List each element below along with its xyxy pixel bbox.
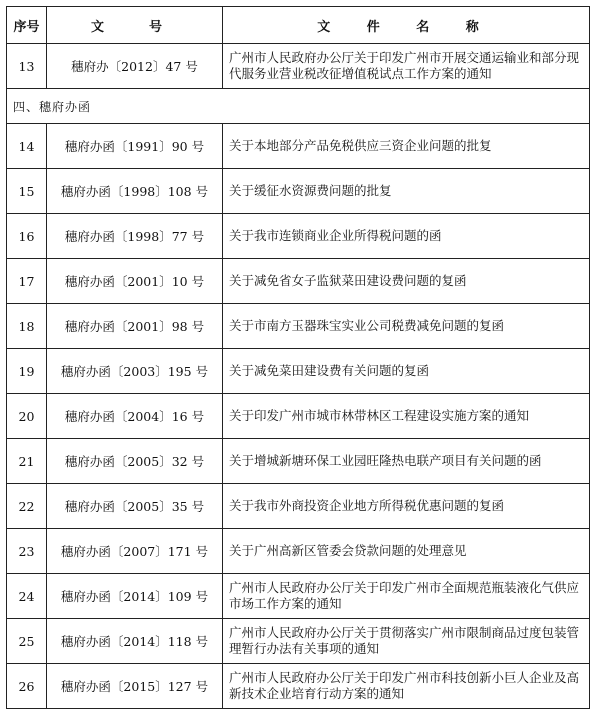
row-doc-number: 穗府办〔2012〕47 号 bbox=[47, 44, 223, 89]
row-doc-number: 穗府办函〔2005〕32 号 bbox=[47, 439, 223, 484]
row-doc-number: 穗府办函〔2015〕127 号 bbox=[47, 664, 223, 709]
row-number: 17 bbox=[7, 259, 47, 304]
table-row bbox=[7, 394, 590, 439]
table-row bbox=[7, 619, 590, 664]
row-number: 25 bbox=[7, 619, 47, 664]
table-row bbox=[7, 529, 590, 574]
document-table bbox=[6, 6, 590, 709]
row-doc-number: 穗府办函〔1991〕90 号 bbox=[47, 124, 223, 169]
table-row bbox=[7, 484, 590, 529]
row-number: 16 bbox=[7, 214, 47, 259]
table-row bbox=[7, 169, 590, 214]
row-doc-number: 穗府办函〔2014〕118 号 bbox=[47, 619, 223, 664]
table-row bbox=[7, 304, 590, 349]
row-doc-number: 穗府办函〔2001〕98 号 bbox=[47, 304, 223, 349]
header-doc: 文 号 bbox=[47, 7, 223, 44]
row-number: 19 bbox=[7, 349, 47, 394]
row-doc-number: 穗府办函〔2014〕109 号 bbox=[47, 574, 223, 619]
row-title: 广州市人民政府办公厅关于印发广州市科技创新小巨人企业及高新技术企业培育行动方案的通知 bbox=[223, 664, 590, 709]
row-doc-number: 穗府办函〔2007〕171 号 bbox=[47, 529, 223, 574]
row-title: 关于我市外商投资企业地方所得税优惠问题的复函 bbox=[223, 484, 590, 529]
row-title: 广州市人民政府办公厅关于印发广州市全面规范瓶装液化气供应市场工作方案的通知 bbox=[223, 574, 590, 619]
header-row bbox=[7, 7, 590, 44]
row-doc-number: 穗府办函〔1998〕77 号 bbox=[47, 214, 223, 259]
table-row bbox=[7, 44, 590, 89]
row-doc-number: 穗府办函〔2004〕16 号 bbox=[47, 394, 223, 439]
header-num: 序号 bbox=[7, 7, 47, 44]
row-doc-number: 穗府办函〔1998〕108 号 bbox=[47, 169, 223, 214]
row-number: 13 bbox=[7, 44, 47, 89]
row-number: 23 bbox=[7, 529, 47, 574]
row-title: 关于本地部分产品免税供应三资企业问题的批复 bbox=[223, 124, 590, 169]
row-title: 关于缓征水资源费问题的批复 bbox=[223, 169, 590, 214]
table-row bbox=[7, 214, 590, 259]
table-row bbox=[7, 259, 590, 304]
row-number: 26 bbox=[7, 664, 47, 709]
row-doc-number: 穗府办函〔2001〕10 号 bbox=[47, 259, 223, 304]
row-title: 关于印发广州市城市林带林区工程建设实施方案的通知 bbox=[223, 394, 590, 439]
table-row bbox=[7, 124, 590, 169]
row-number: 22 bbox=[7, 484, 47, 529]
section-row bbox=[7, 89, 590, 124]
table-row bbox=[7, 664, 590, 709]
row-title: 广州市人民政府办公厅关于印发广州市开展交通运输业和部分现代服务业营业税改征增值税试点工作方案的通知 bbox=[223, 44, 590, 89]
row-title: 关于我市连锁商业企业所得税问题的函 bbox=[223, 214, 590, 259]
table-row bbox=[7, 439, 590, 484]
row-title: 关于广州高新区管委会贷款问题的处理意见 bbox=[223, 529, 590, 574]
row-title: 关于市南方玉器珠宝实业公司税费减免问题的复函 bbox=[223, 304, 590, 349]
row-number: 15 bbox=[7, 169, 47, 214]
row-title: 关于减免省女子监狱菜田建设费问题的复函 bbox=[223, 259, 590, 304]
table-row bbox=[7, 349, 590, 394]
row-title: 关于减免菜田建设费有关问题的复函 bbox=[223, 349, 590, 394]
row-doc-number: 穗府办函〔2005〕35 号 bbox=[47, 484, 223, 529]
row-number: 24 bbox=[7, 574, 47, 619]
row-title: 关于增城新塘环保工业园旺隆热电联产项目有关问题的函 bbox=[223, 439, 590, 484]
row-doc-number: 穗府办函〔2003〕195 号 bbox=[47, 349, 223, 394]
row-number: 21 bbox=[7, 439, 47, 484]
row-number: 18 bbox=[7, 304, 47, 349]
table-row bbox=[7, 574, 590, 619]
section-heading: 四、穗府办函 bbox=[7, 89, 590, 124]
row-number: 14 bbox=[7, 124, 47, 169]
header-title: 文 件 名 称 bbox=[223, 7, 590, 44]
row-number: 20 bbox=[7, 394, 47, 439]
row-title: 广州市人民政府办公厅关于贯彻落实广州市限制商品过度包装管理暂行办法有关事项的通知 bbox=[223, 619, 590, 664]
